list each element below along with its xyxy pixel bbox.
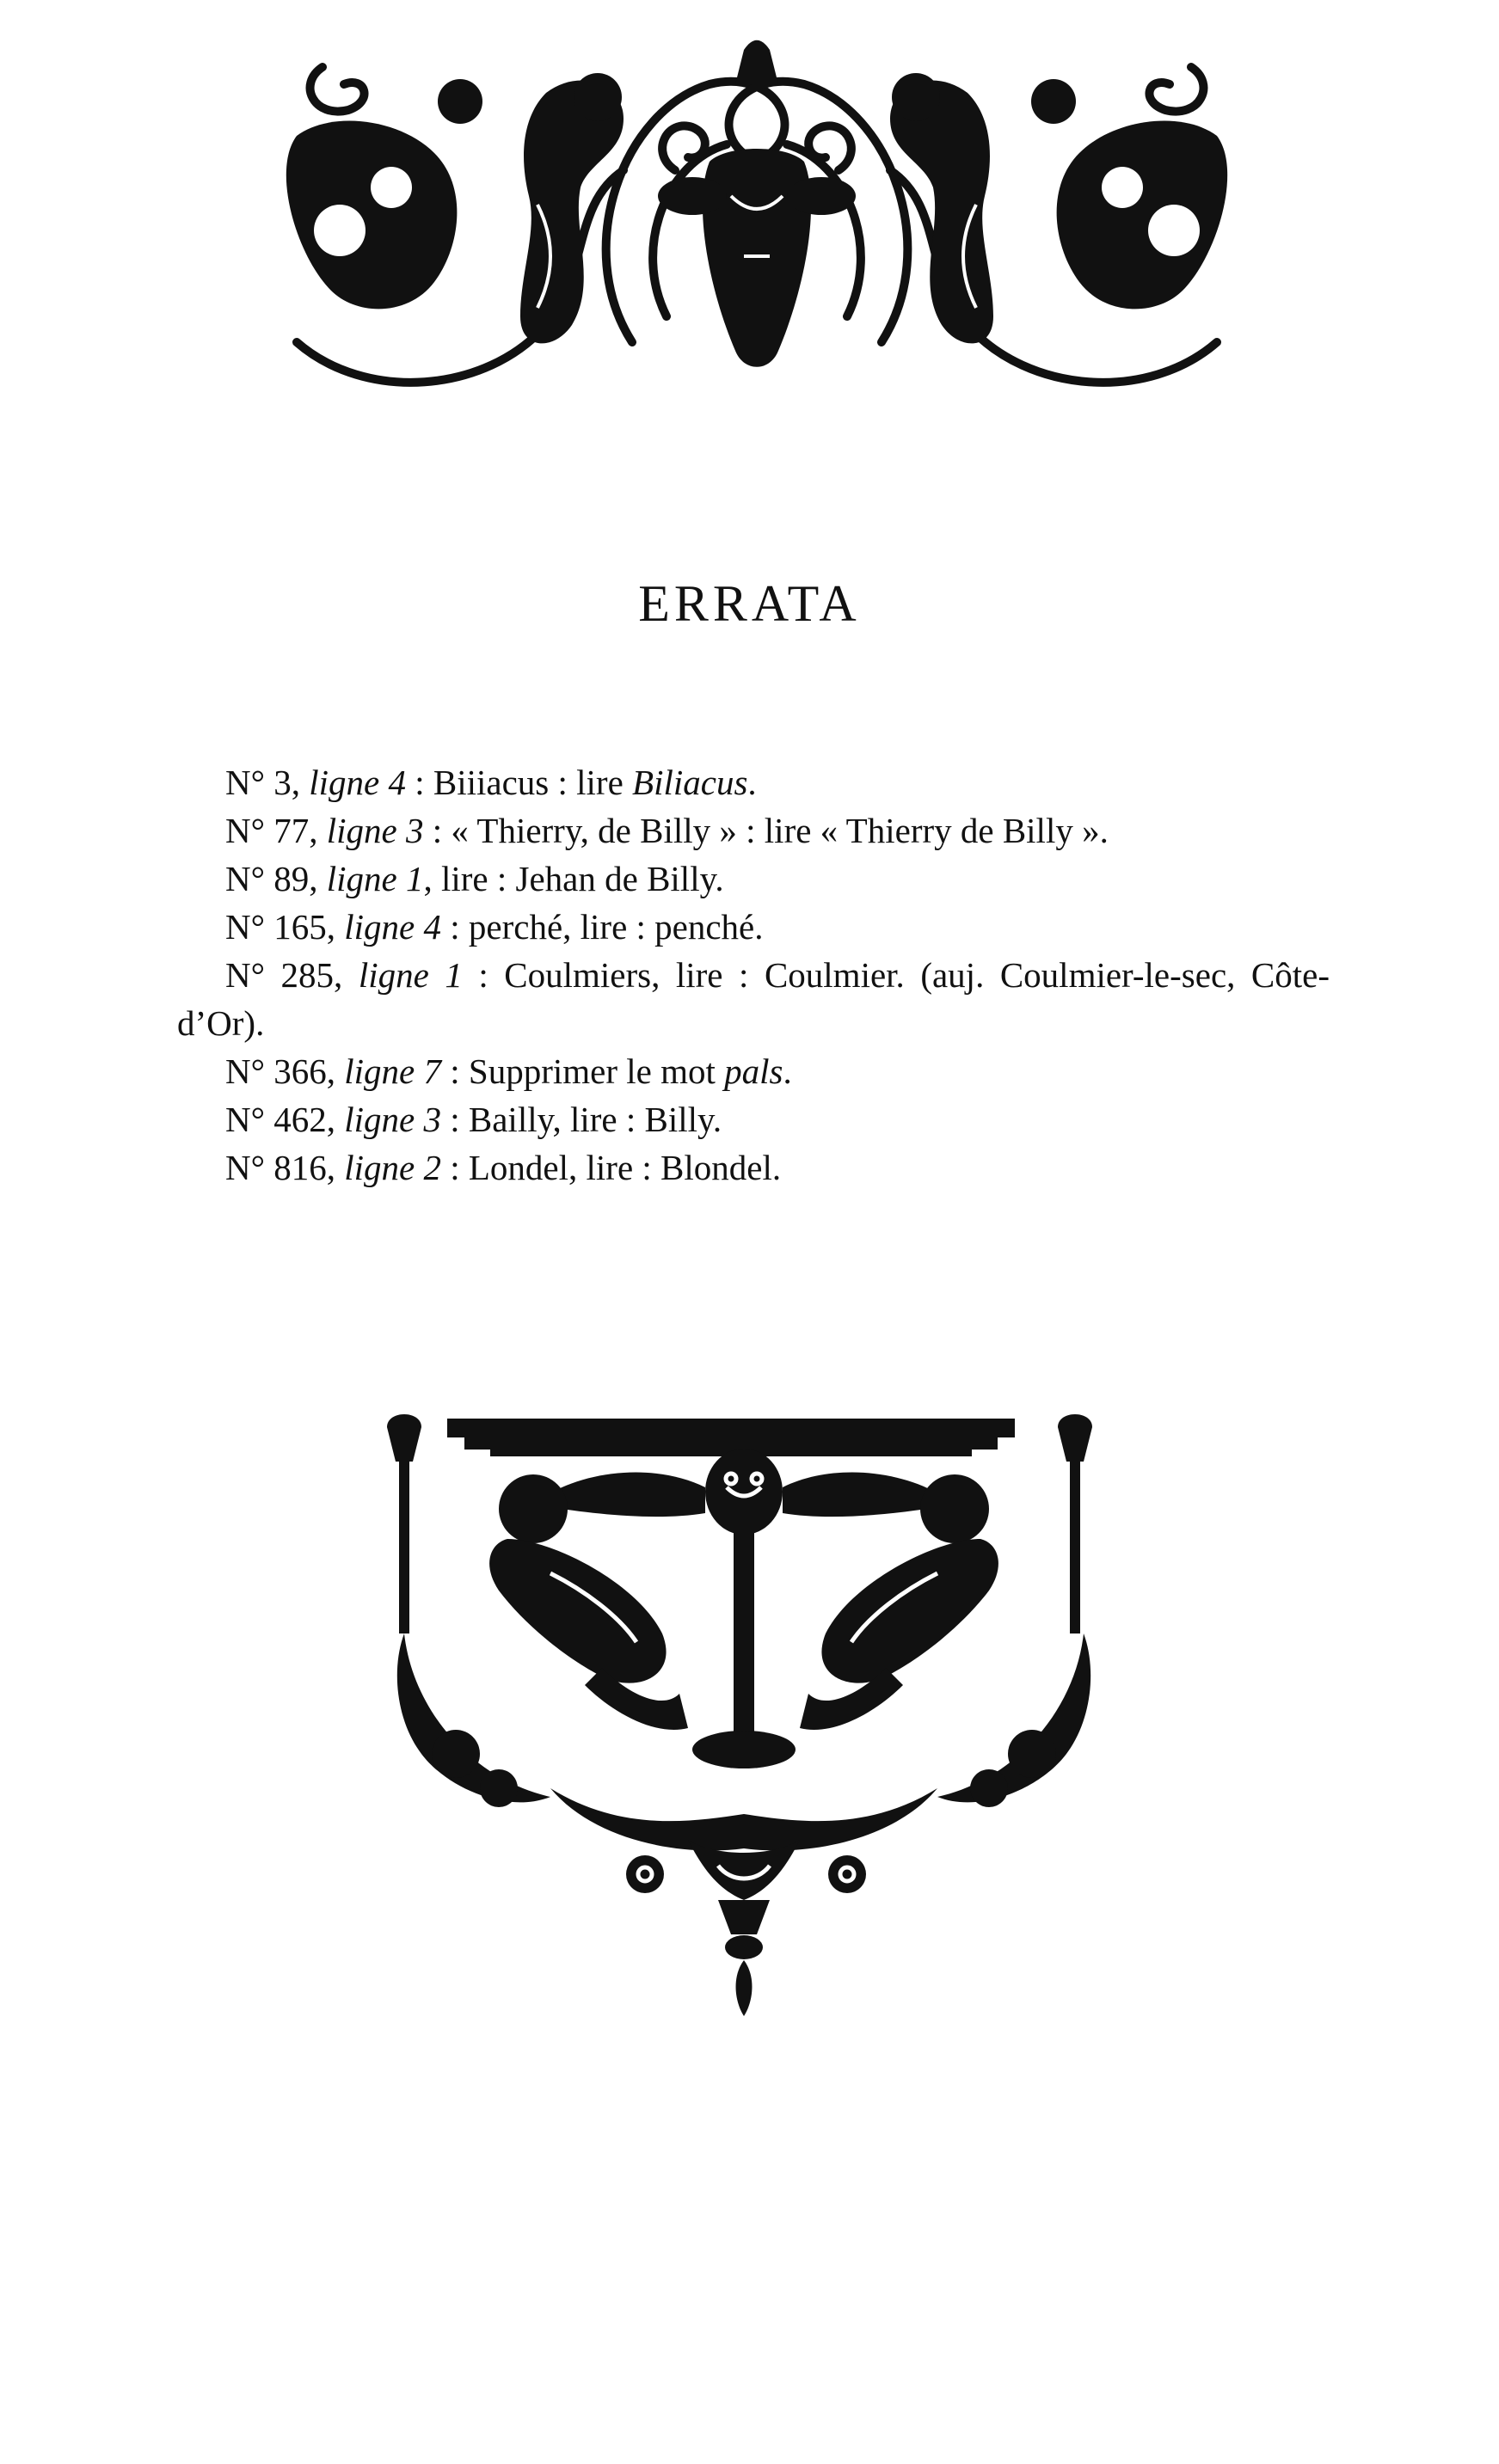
entry-number: N° 165, [225,907,336,947]
entry-italic-text: pals [724,1051,783,1091]
entry-number: N° 816, [225,1148,336,1187]
entry-text: : Supprimer le mot [441,1051,725,1091]
entry-line: ligne 3 [344,1100,441,1139]
entry-line: ligne 4 [344,907,441,947]
entry-line: ligne 3 [326,811,424,850]
entry-line: ligne 2 [344,1148,441,1187]
entry-tail: . [747,763,757,802]
entry-line: ligne 7 [344,1051,441,1091]
errata-entry [177,951,1330,1047]
entry-text: : Biiiacus : lire [406,763,633,802]
entry-text: , lire : Jehan de Billy. [423,859,724,898]
tailpiece-ornament [378,1410,1109,2020]
entry-text: : Bailly, lire : Billy. [441,1100,722,1139]
entry-line: ligne 1 [326,859,424,898]
errata-entry [177,855,1330,903]
errata-entry [177,758,1330,806]
headpiece-ornament [262,33,1251,394]
entry-italic-text: Biliacus [632,763,748,802]
entry-text: : Londel, lire : Blondel. [441,1148,782,1187]
entry-number: N° 366, [225,1051,336,1091]
entry-line: ligne 1 [358,955,463,995]
entry-number: N° 462, [225,1100,336,1139]
errata-entry [177,1095,1330,1143]
errata-entry [177,806,1330,855]
errata-list [177,758,1330,1192]
errata-entry [177,903,1330,951]
entry-line: ligne 4 [309,763,406,802]
entry-number: N° 3, [225,763,301,802]
entry-text: : Coulmiers, lire : Coulmier. (auj. Coulmier-le-sec, Côte-d’Or). [177,955,1330,1043]
entry-number: N° 89, [225,859,318,898]
page-title: ERRATA [638,575,861,632]
entry-number: N° 77, [225,811,318,850]
errata-entry [177,1143,1330,1192]
errata-entry [177,1047,1330,1095]
entry-text: : perché, lire : penché. [441,907,764,947]
entry-tail: . [783,1051,792,1091]
entry-number: N° 285, [225,955,343,995]
entry-text: : « Thierry, de Billy » : lire « Thierry de Billy ». [423,811,1109,850]
